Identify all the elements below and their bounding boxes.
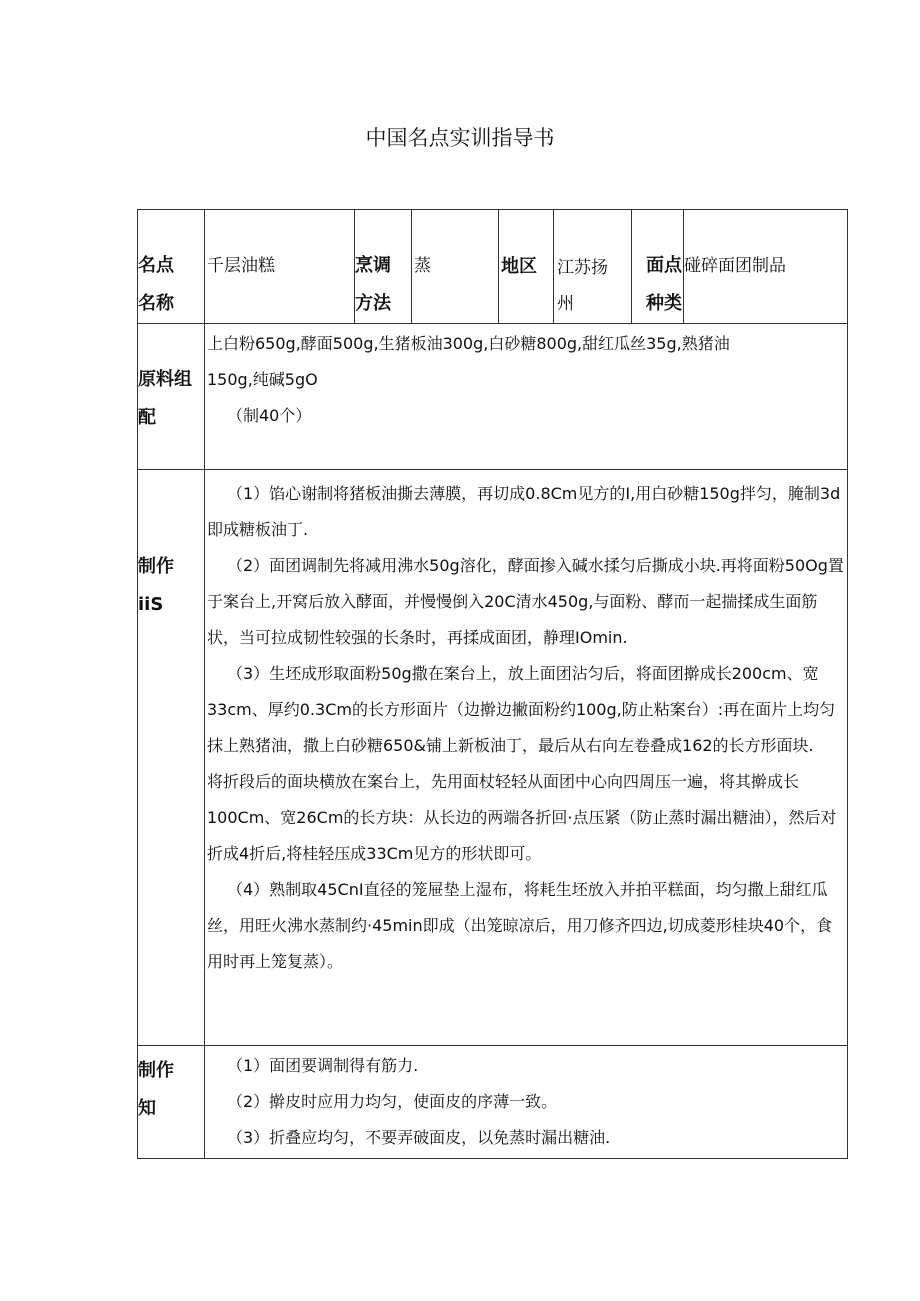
method-step-1: （1）馅心谢制将猪板油撕去薄膜，再切成0.8Cm见方的I,用白砂糖150g拌匀，腌制3d即成糖板油丁. (207, 484, 841, 539)
notes-label: 制作 知 (138, 1060, 174, 1119)
type-value: 碰碎面团制品 (684, 256, 786, 276)
type-label-cell (632, 210, 684, 324)
method-step-2: （2）面团调制先将减用沸水50g溶化，酵面掺入碱水揉匀后撕成小块.再将面粉50Og置于案台上,开窝后放入酵面，并慢慢倒入20C清水450g,与面粉、酵而一起揣揉成生面筋状，当可拉成韧性较强的长条时，再揉成面团，静理IOmin. (207, 556, 844, 647)
note-item: （3）折叠应均匀，不要弄破面皮，以免蒸时漏出糖油. (227, 1128, 611, 1147)
ingredients-cell (205, 324, 848, 470)
method-value-cell (412, 210, 499, 324)
name-value: 千层油糕 (207, 256, 275, 276)
region-label-cell (499, 210, 554, 324)
region-value: 江苏扬 州 (557, 258, 608, 314)
method-section-label: 制作 iiS (138, 556, 174, 615)
name-label-cell (138, 210, 205, 324)
region-value-cell (554, 210, 632, 324)
method-value: 蒸 (414, 256, 431, 276)
method-label-cell (138, 470, 205, 1046)
ingredients-row (138, 324, 848, 470)
method-step-3-continued: 将折段后的面块横放在案台上，先用面杖轻轻从面团中心向四周压一遍，将其擀成长100Cm、宽26Cm的长方块：从长边的两端各折回·点压紧（防止蒸时漏出糖油），然后对折成4折后,将桂轻压成33Cm见方的形状即可。 (207, 772, 837, 863)
note-item: （2）擀皮时应用力均匀，使面皮的序薄一致。 (227, 1092, 558, 1111)
note-item: （1）面团要调制得有筋力. (227, 1056, 419, 1075)
ingredients-label-cell (138, 324, 205, 470)
method-step-3: （3）生坯成形取面粉50g撒在案台上，放上面团沾匀后，将面团擀成长200cm、宽33cm、厚约0.3Cm的长方形面片（边擀边撇面粉约100g,防止粘案台）:再在面片上均匀抹上熟猪油，撒上白砂糖650&铺上新板油丁，最后从右向左卷叠成162的长方形面块. (207, 664, 836, 755)
name-value-cell (205, 210, 355, 324)
notes-row (138, 1046, 848, 1159)
ingredients-label: 原料组 配 (138, 369, 192, 428)
type-value-cell (684, 210, 848, 324)
name-label: 名点 名称 (138, 255, 174, 314)
method-step-4: （4）熟制取45CnI直径的笼屉垫上湿布，将耗生坯放入并拍平糕面，均匀撒上甜红瓜丝，用旺火沸水蒸制约·45min即成（出笼晾凉后，用刀修齐四边,切成菱形桂块40个，食用时再上笼复蒸）。 (207, 880, 833, 971)
method-cell (205, 470, 848, 1046)
ingredients-line-2: 150g,纯碱5gO (207, 370, 318, 389)
recipe-table (137, 209, 848, 1159)
method-label: 烹调 方法 (355, 255, 391, 314)
page-title: 中国名点实训指导书 (365, 126, 555, 150)
notes-cell (205, 1046, 848, 1159)
method-label-cell (355, 210, 412, 324)
method-row (138, 470, 848, 1046)
header-row (138, 210, 848, 324)
notes-label-cell (138, 1046, 205, 1159)
type-label: 面点 种类 (646, 255, 682, 314)
ingredients-yield: （制40个） (227, 406, 312, 425)
region-label: 地区 (501, 256, 537, 277)
ingredients-line-1: 上白粉650g,酵面500g,生猪板油300g,白砂糖800g,甜红瓜丝35g,熟猪油 (207, 334, 730, 353)
